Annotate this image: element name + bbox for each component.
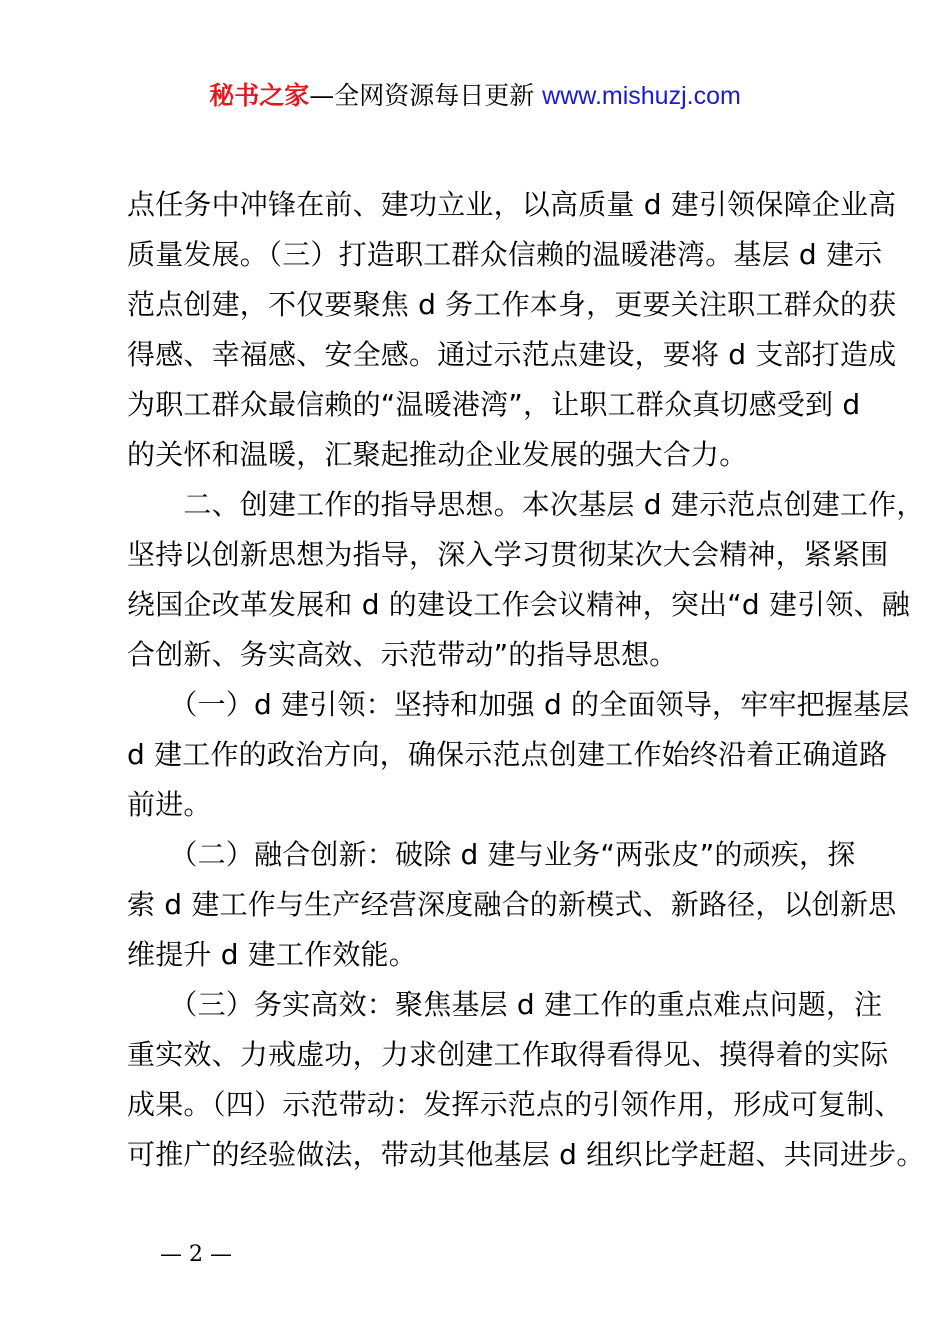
text-line: 质量发展。（三）打造职工群众信赖的温暖港湾。基层 d 建示 bbox=[127, 238, 883, 271]
banner-slogan: —全网资源每日更新 bbox=[309, 81, 543, 110]
text-line: 索 d 建工作与生产经营深度融合的新模式、新路径，以创新思 bbox=[127, 888, 897, 921]
text-line: 前进。 bbox=[127, 788, 212, 821]
text-line: d 建工作的政治方向，确保示范点创建工作始终沿着正确道路 bbox=[127, 738, 888, 771]
text-line: 二、创建工作的指导思想。本次基层 d 建示范点创建工作， bbox=[127, 488, 925, 521]
text-line: 得感、幸福感、安全感。通过示范点建设，要将 d 支部打造成 bbox=[127, 338, 897, 371]
text-line: 重实效、力戒虚功，力求创建工作取得看得见、摸得着的实际 bbox=[127, 1038, 889, 1071]
text-line: 坚持以创新思想为指导，深入学习贯彻某次大会精神，紧紧围 bbox=[127, 538, 889, 571]
text-line: 点任务中冲锋在前、建功立业，以高质量 d 建引领保障企业高 bbox=[127, 188, 897, 221]
document-body bbox=[127, 180, 925, 1180]
site-url[interactable]: www.mishuzj.com bbox=[542, 82, 741, 110]
text-line: 范点创建，不仅要聚焦 d 务工作本身，更要关注职工群众的获 bbox=[127, 288, 897, 321]
page-number: — 2 — bbox=[160, 1242, 232, 1267]
text-line: 绕国企改革发展和 d 的建设工作会议精神，突出“d 建引领、融 bbox=[127, 588, 910, 621]
text-line: 的关怀和温暖，汇聚起推动企业发展的强大合力。 bbox=[127, 438, 748, 471]
text-line: 为职工群众最信赖的“温暖港湾”，让职工群众真切感受到 d bbox=[127, 388, 861, 421]
text-line: 可推广的经验做法，带动其他基层 d 组织比学赶超、共同进步。 bbox=[127, 1138, 925, 1171]
text-line: （二）融合创新：破除 d 建与业务“两张皮”的顽疾，探 bbox=[127, 838, 856, 871]
text-line: 维提升 d 建工作效能。 bbox=[127, 938, 417, 971]
site-banner bbox=[0, 78, 950, 114]
text-line: 成果。（四）示范带动：发挥示范点的引领作用，形成可复制、 bbox=[127, 1088, 903, 1121]
text-line: （一）d 建引领：坚持和加强 d 的全面领导，牢牢把握基层 bbox=[127, 688, 910, 721]
text-line: （三）务实高效：聚焦基层 d 建工作的重点难点问题，注 bbox=[127, 988, 883, 1021]
brand-name: 秘书之家 bbox=[209, 81, 310, 110]
text-line: 合创新、务实高效、示范带动”的指导思想。 bbox=[127, 638, 678, 671]
